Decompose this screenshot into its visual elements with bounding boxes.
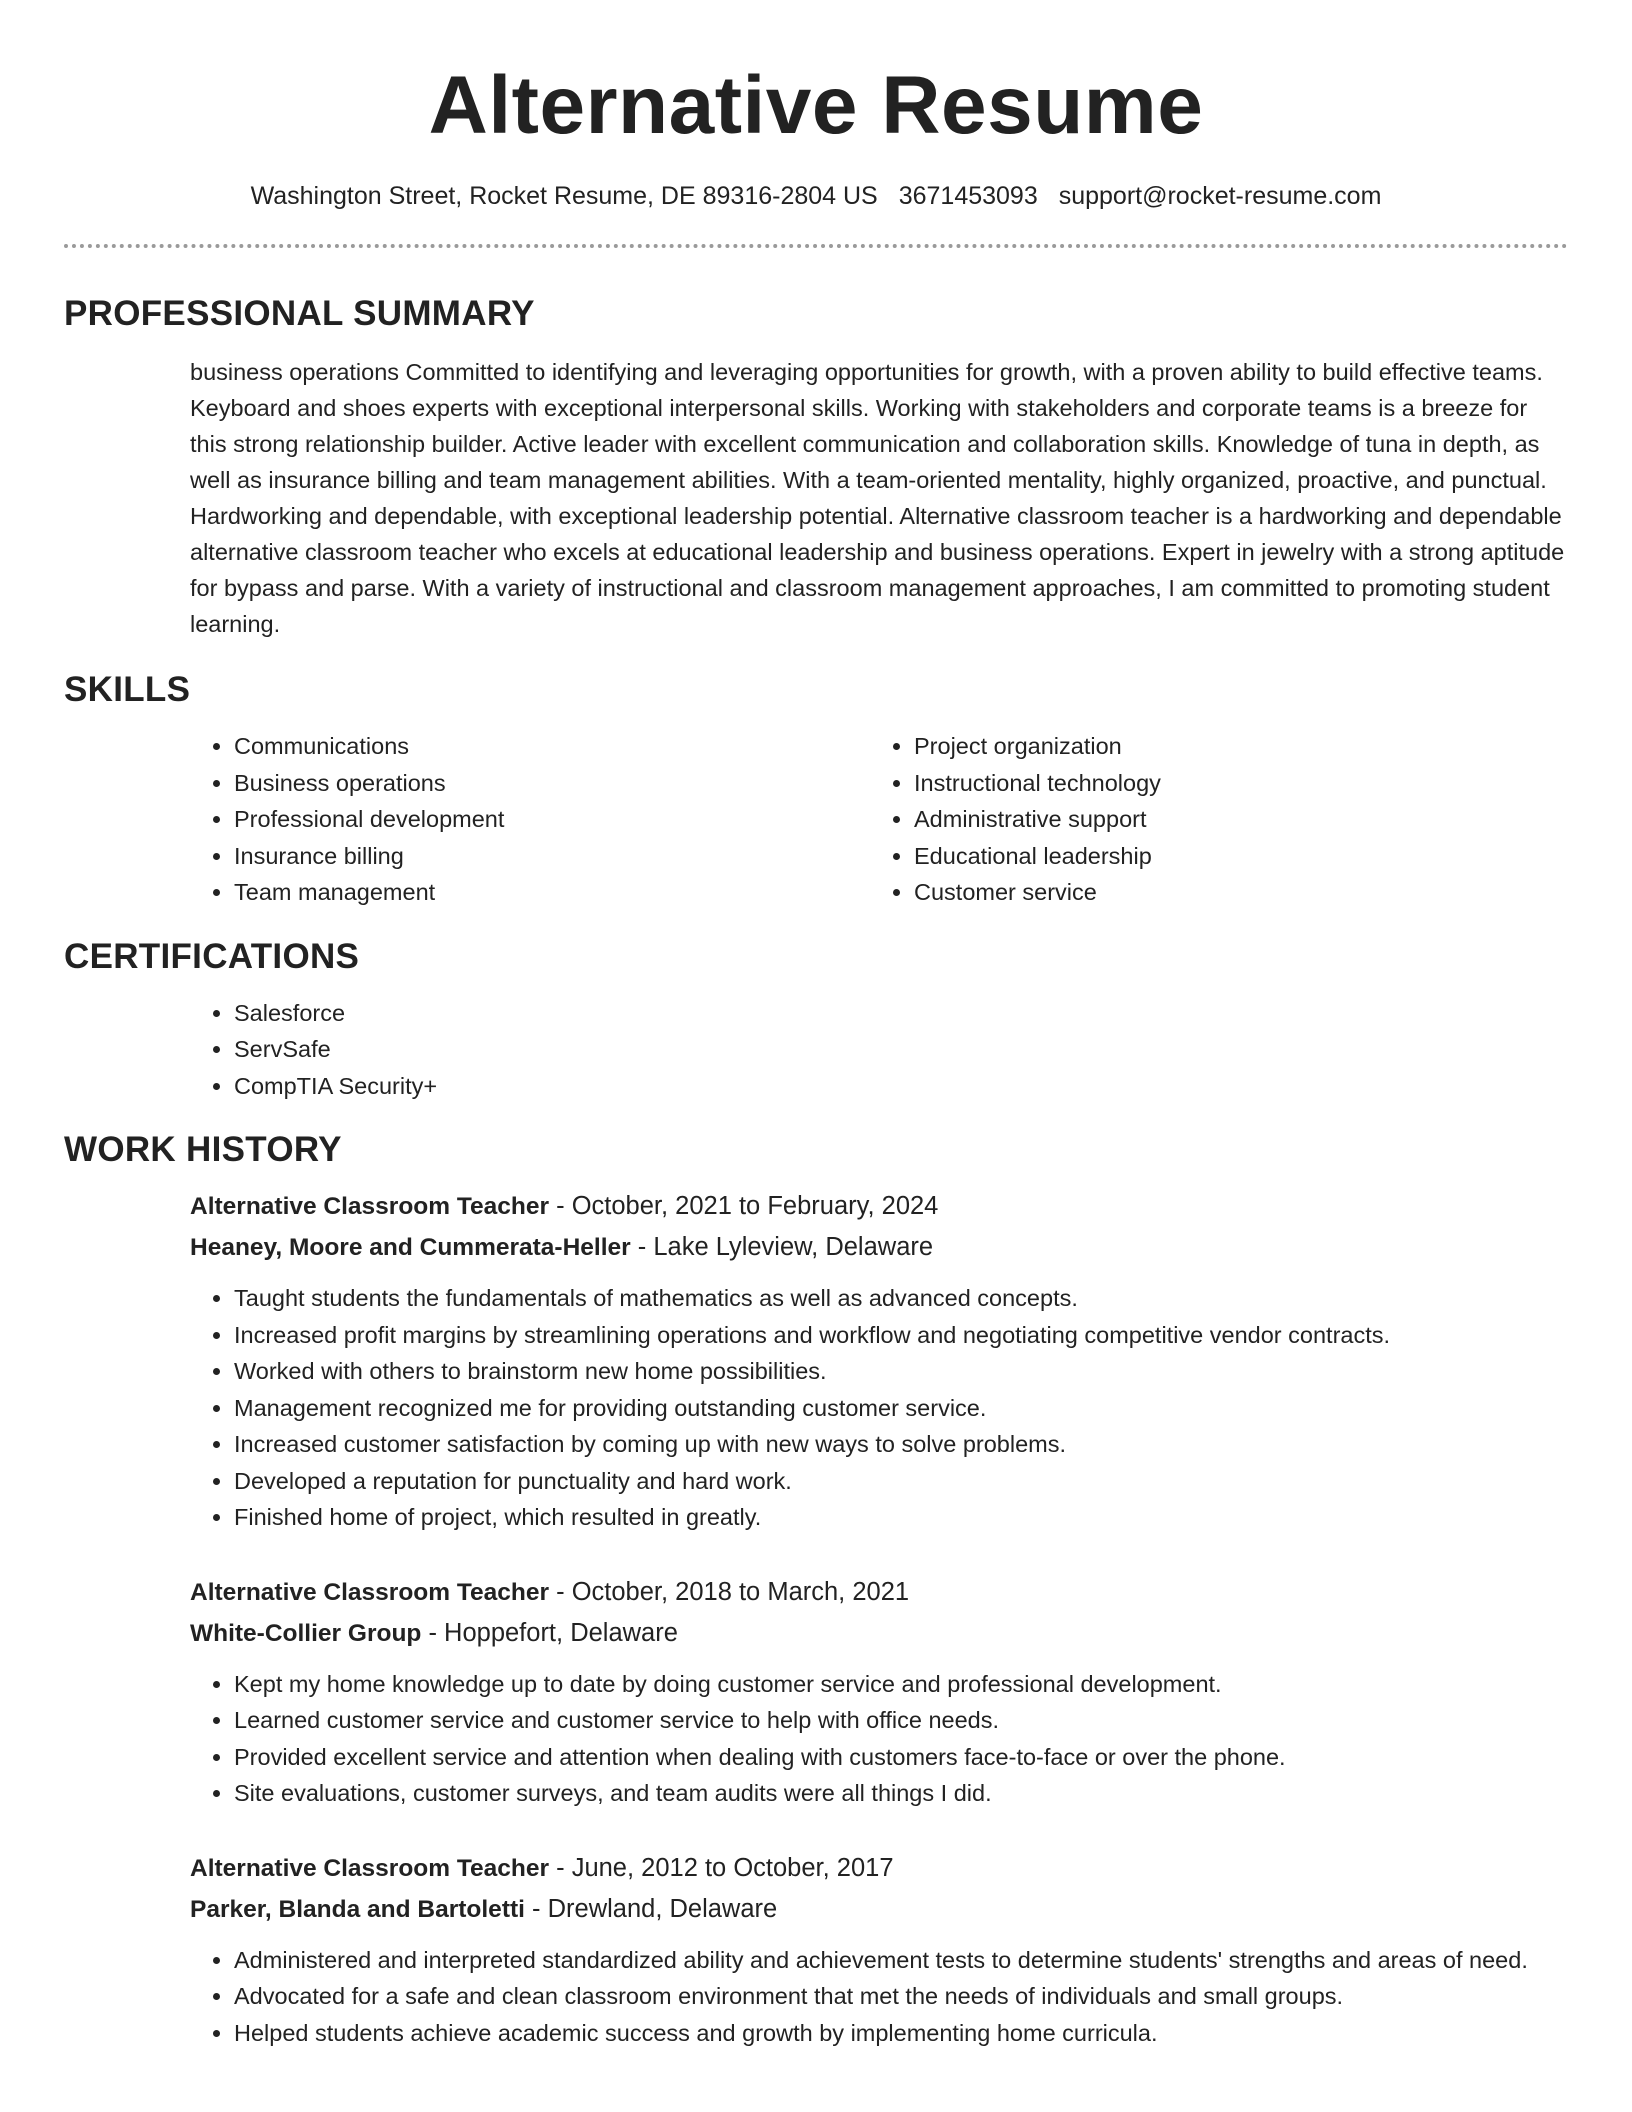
skill-item: • Business operations (234, 765, 870, 802)
job-bullet: • Advocated for a safe and clean classroom environment that met the needs of individuals and small groups. (234, 1978, 1568, 2015)
job-company-line (190, 1613, 1568, 1654)
contact-address: Washington Street, Rocket Resume, DE 89316-2804 US (250, 182, 878, 210)
job-bullet: • Administered and interpreted standardized ability and achievement tests to determine students' strengths and areas of need. (234, 1942, 1568, 1979)
job-bullet: • Provided excellent service and attention when dealing with customers face-to-face or over the phone. (234, 1739, 1568, 1776)
skill-item: • Customer service (914, 874, 1550, 911)
job-dates: - June, 2012 to October, 2017 (549, 1853, 894, 1882)
job-dates: - October, 2021 to February, 2024 (549, 1192, 939, 1220)
section-title-summary: PROFESSIONAL SUMMARY (64, 294, 535, 333)
professional-summary-section (64, 292, 1568, 642)
contact-line (64, 180, 1568, 212)
job-bullet: • Developed a reputation for punctuality and hard work. (234, 1463, 1568, 1500)
skills-column-right (870, 728, 1550, 911)
job-bullet: • Learned customer service and customer service to help with office needs. (234, 1702, 1568, 1739)
job-role: Alternative Classroom Teacher (190, 1854, 550, 1882)
skills-columns (190, 728, 1568, 911)
job-location: - Lake Lyleview, Delaware (630, 1233, 934, 1261)
job-title-line (190, 1848, 1568, 1889)
job-bullet: • Site evaluations, customer surveys, and team audits were all things I did. (234, 1775, 1568, 1812)
skill-item: • Professional development (234, 801, 870, 838)
job-location: - Drewland, Delaware (524, 1894, 778, 1923)
section-title-work-history: WORK HISTORY (64, 1130, 342, 1169)
skills-section (64, 668, 1568, 911)
job-role: Alternative Classroom Teacher (190, 1193, 550, 1220)
job-bullet: • Finished home of project, which resulted in greatly. (234, 1499, 1568, 1536)
job-company: Parker, Blanda and Bartoletti (190, 1895, 525, 1923)
job-title-line (190, 1186, 1568, 1227)
section-title-certifications: CERTIFICATIONS (64, 936, 360, 976)
skill-item: • Instructional technology (914, 765, 1550, 802)
job-bullet: • Helped students achieve academic success and growth by implementing home curricula. (234, 2015, 1568, 2052)
job-bullet: • Increased customer satisfaction by coming up with new ways to solve problems. (234, 1426, 1568, 1463)
contact-phone: 3671453093 (898, 182, 1038, 210)
certification-item: • Salesforce (234, 995, 1568, 1032)
certification-item: • ServSafe (234, 1031, 1568, 1068)
skills-list-right (870, 728, 1550, 911)
header-divider (64, 244, 1568, 248)
job-bullets (190, 1942, 1568, 2052)
job-company: White-Collier Group (190, 1619, 422, 1647)
skill-item: • Administrative support (914, 801, 1550, 838)
section-title-skills: SKILLS (64, 670, 191, 709)
skill-item: • Project organization (914, 728, 1550, 765)
job-entry (190, 1186, 1568, 1536)
skills-list-left (190, 728, 870, 911)
job-dates: - October, 2018 to March, 2021 (549, 1577, 910, 1606)
job-company-line (190, 1227, 1568, 1268)
skill-item: • Communications (234, 728, 870, 765)
summary-text: business operations Committed to identifying and leveraging opportunities for growth, with a proven ability to build effective teams. Keyboard and shoes experts with exceptional interpersonal skills. Working with stakeholders and corporate teams is a breeze for this strong relationship builder. Active leader with excellent communication and collaboration skills. Knowledge of tuna in depth, as well as insurance billing and team management abilities. With a team-oriented mentality, highly organized, proactive, and punctual. Hardworking and dependable, with exceptional leadership potential. Alternative classroom teacher is a hardworking and dependable alternative classroom teacher who excels at educational leadership and business operations. Expert in jewelry with a strong aptitude for bypass and parse. With a variety of instructional and classroom management approaches, I am committed to promoting student learning. (190, 359, 1565, 637)
job-bullets (190, 1666, 1568, 1812)
job-bullet: • Kept my home knowledge up to date by doing customer service and professional development. (234, 1666, 1568, 1703)
certifications-list (190, 995, 1568, 1105)
certifications-section (64, 935, 1568, 1105)
skill-item: • Team management (234, 874, 870, 911)
skills-column-left (190, 728, 870, 911)
job-bullet: • Increased profit margins by streamlining operations and workflow and negotiating competitive vendor contracts. (234, 1317, 1568, 1354)
job-company: Heaney, Moore and Cummerata-Heller (190, 1234, 631, 1261)
contact-email: support@rocket-resume.com (1058, 182, 1382, 210)
job-entry (190, 1572, 1568, 1812)
job-title-line (190, 1572, 1568, 1613)
job-location: - Hoppefort, Delaware (421, 1618, 678, 1647)
job-bullets (190, 1280, 1568, 1536)
job-bullet: • Management recognized me for providing outstanding customer service. (234, 1390, 1568, 1427)
skill-item: • Educational leadership (914, 838, 1550, 875)
job-entry (190, 1848, 1568, 2052)
job-company-line (190, 1889, 1568, 1930)
job-bullet: • Worked with others to brainstorm new home possibilities. (234, 1353, 1568, 1390)
skill-item: • Insurance billing (234, 838, 870, 875)
work-history-section (64, 1128, 1568, 2051)
job-bullet: • Taught students the fundamentals of mathematics as well as advanced concepts. (234, 1280, 1568, 1317)
certification-item: • CompTIA Security+ (234, 1068, 1568, 1105)
job-role: Alternative Classroom Teacher (190, 1578, 550, 1606)
resume-name: Alternative Resume (428, 60, 1204, 151)
